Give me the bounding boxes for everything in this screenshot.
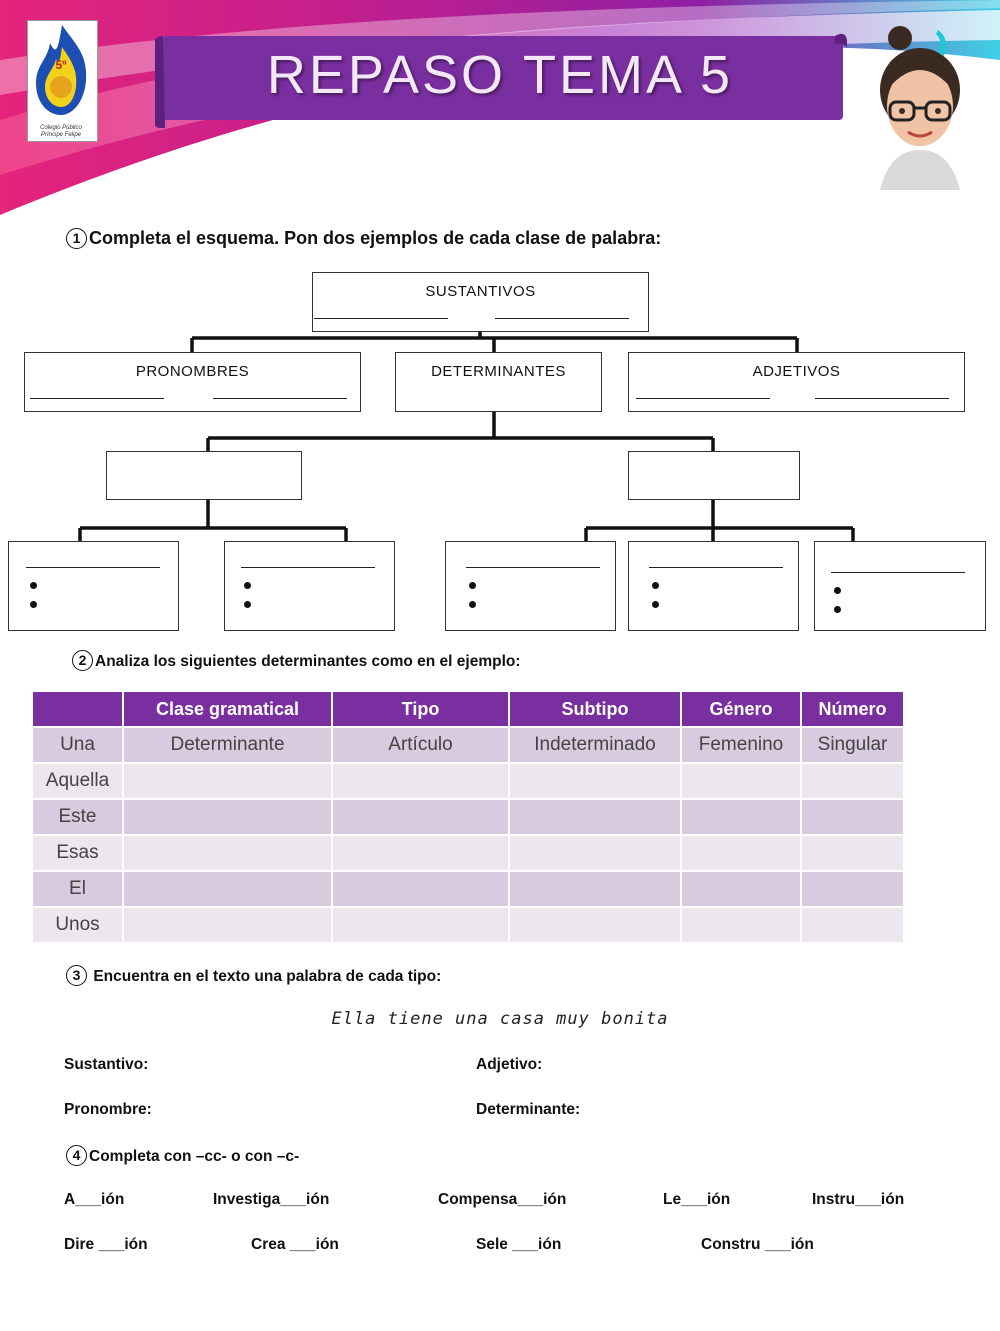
flame-logo-icon: [28, 21, 95, 121]
subtype-box-2-bullet-1: [244, 582, 251, 589]
table-answer-cell[interactable]: [801, 871, 903, 907]
table-answer-cell[interactable]: [681, 835, 801, 871]
table-cell: El: [33, 871, 123, 907]
section3-title: [66, 965, 441, 986]
section2-number: 2: [72, 650, 93, 671]
adjetivos-answer-line-1[interactable]: [636, 398, 770, 399]
table-header-cell: Tipo: [332, 692, 509, 727]
sustantivos-answer-line-2[interactable]: [495, 318, 629, 319]
table-answer-cell[interactable]: [123, 799, 332, 835]
subtype-box-2-bullet-2: [244, 601, 251, 608]
table-answer-cell[interactable]: [681, 799, 801, 835]
word-fill-item[interactable]: Investiga___ión: [213, 1191, 330, 1208]
table-cell: Artículo: [332, 727, 509, 763]
box-sustantivos: [312, 272, 649, 332]
table-answer-cell[interactable]: [332, 799, 509, 835]
determinant-type-box-left[interactable]: [106, 451, 302, 500]
sustantivos-answer-line-1[interactable]: [314, 318, 448, 319]
table-answer-cell[interactable]: [332, 907, 509, 942]
subtype-box-5-bullet-2: [834, 606, 841, 613]
word-fill-item[interactable]: Instru___ión: [812, 1191, 905, 1208]
table-cell: Singular: [801, 727, 903, 763]
table-answer-cell[interactable]: [123, 835, 332, 871]
word-fill-item[interactable]: Compensa___ión: [438, 1191, 567, 1208]
table-answer-cell[interactable]: [801, 799, 903, 835]
section3-number: 3: [66, 965, 87, 986]
box-determinantes-label: DETERMINANTES: [431, 363, 566, 380]
page-title: REPASO TEMA 5: [266, 45, 734, 105]
table-answer-cell[interactable]: [332, 763, 509, 799]
subtype-box-5-bullet-1: [834, 587, 841, 594]
table-cell: Una: [33, 727, 123, 763]
section2-title-text: Analiza los siguientes determinantes como en el ejemplo:: [95, 653, 521, 670]
box-adjetivos: [628, 352, 965, 412]
box-sustantivos-label: SUSTANTIVOS: [425, 283, 536, 300]
table-answer-cell[interactable]: [123, 907, 332, 942]
logo-line-2: Príncipe Felipe: [40, 132, 82, 138]
table-cell: Este: [33, 799, 123, 835]
word-fill-item[interactable]: Crea ___ión: [251, 1236, 339, 1253]
table-cell: Determinante: [123, 727, 332, 763]
subtype-box-2-title-line[interactable]: [241, 567, 375, 568]
table-header-cell: Clase gramatical: [123, 692, 332, 727]
table-answer-cell[interactable]: [509, 799, 681, 835]
table-cell: Aquella: [33, 763, 123, 799]
table-answer-cell[interactable]: [509, 835, 681, 871]
word-fill-item[interactable]: A___ión: [64, 1191, 125, 1208]
subtype-box-1-title-line[interactable]: [26, 567, 160, 568]
pronombres-answer-line-1[interactable]: [30, 398, 164, 399]
subtype-box-1-bullet-2: [30, 601, 37, 608]
subtype-box-5-title-line[interactable]: [831, 572, 965, 573]
subtype-box-5[interactable]: [814, 541, 986, 631]
table-header-cell: Género: [681, 692, 801, 727]
table-cell: Indeterminado: [509, 727, 681, 763]
section2-title: [72, 650, 521, 671]
table-header-cell: Número: [801, 692, 903, 727]
determinant-type-box-right[interactable]: [628, 451, 800, 500]
table-answer-cell[interactable]: [332, 871, 509, 907]
box-pronombres: [24, 352, 361, 412]
table-answer-cell[interactable]: [801, 835, 903, 871]
table-answer-cell[interactable]: [332, 835, 509, 871]
table-answer-cell[interactable]: [681, 763, 801, 799]
table-answer-cell[interactable]: [509, 763, 681, 799]
table-cell: Unos: [33, 907, 123, 942]
section3-title-text: Encuentra en el texto una palabra de cada tipo:: [93, 968, 442, 985]
subtype-box-4-bullet-2: [652, 601, 659, 608]
logo-badge: 5º: [55, 58, 67, 72]
adjetivo-label: Adjetivo:: [476, 1056, 543, 1073]
table-row: [33, 727, 903, 763]
section1-title: [66, 228, 661, 249]
box-determinantes: [395, 352, 602, 412]
section4-number: 4: [66, 1145, 87, 1166]
section4-title: [66, 1145, 299, 1166]
logo-line-1: Colegio Público: [40, 125, 82, 131]
subtype-box-4-title-line[interactable]: [649, 567, 783, 568]
word-fill-item[interactable]: Constru ___ión: [701, 1236, 814, 1253]
subtype-box-3-bullet-2: [469, 601, 476, 608]
table-row: [33, 763, 903, 799]
subtype-box-3-title-line[interactable]: [466, 567, 600, 568]
adjetivos-answer-line-2[interactable]: [815, 398, 949, 399]
subtype-box-4-bullet-1: [652, 582, 659, 589]
table-answer-cell[interactable]: [681, 907, 801, 942]
pronombres-answer-line-2[interactable]: [213, 398, 347, 399]
table-row: [33, 799, 903, 835]
table-answer-cell[interactable]: [801, 763, 903, 799]
school-logo: [27, 20, 98, 142]
table-row: [33, 907, 903, 942]
section4-title-text: Completa con –cc- o con –c-: [89, 1148, 300, 1165]
section1-number: 1: [66, 228, 87, 249]
table-row: [33, 835, 903, 871]
table-row: [33, 871, 903, 907]
table-answer-cell[interactable]: [123, 763, 332, 799]
word-fill-item[interactable]: Dire ___ión: [64, 1236, 148, 1253]
table-answer-cell[interactable]: [801, 907, 903, 942]
word-fill-item[interactable]: Sele ___ión: [476, 1236, 562, 1253]
example-sentence: Ella tiene una casa muy bonita: [331, 1009, 669, 1029]
table-answer-cell[interactable]: [123, 871, 332, 907]
determinante-label: Determinante:: [476, 1101, 581, 1118]
table-cell: Femenino: [681, 727, 801, 763]
pronombre-label: Pronombre:: [64, 1101, 152, 1118]
box-adjetivos-label: ADJETIVOS: [752, 363, 841, 380]
subtype-box-3-bullet-1: [469, 582, 476, 589]
section1-title-text: Completa el esquema. Pon dos ejemplos de cada clase de palabra:: [89, 228, 662, 248]
subtype-box-1-bullet-1: [30, 582, 37, 589]
box-pronombres-label: PRONOMBRES: [135, 363, 250, 380]
table-header-row: [33, 692, 903, 727]
determinants-table: [33, 692, 903, 942]
word-fill-item[interactable]: Le___ión: [663, 1191, 731, 1208]
table-cell: Esas: [33, 835, 123, 871]
table-answer-cell[interactable]: [509, 907, 681, 942]
table-header-cell: [33, 692, 123, 727]
teacher-avatar-icon: [860, 20, 980, 190]
sustantivo-label: Sustantivo:: [64, 1056, 149, 1073]
table-answer-cell[interactable]: [509, 871, 681, 907]
table-header-cell: Subtipo: [509, 692, 681, 727]
table-answer-cell[interactable]: [681, 871, 801, 907]
